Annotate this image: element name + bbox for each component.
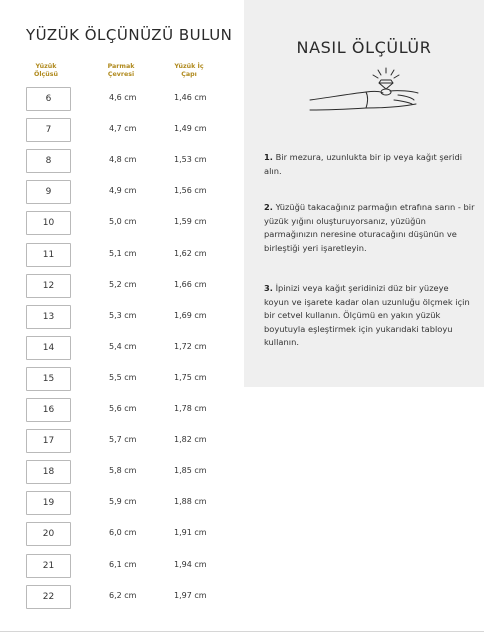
inner-diameter-cell: 1,66 cm (174, 279, 207, 289)
inner-diameter-cell: 1,56 cm (174, 186, 207, 196)
inner-diameter-cell: 1,88 cm (174, 497, 207, 507)
ring-size-cell: 17 (26, 429, 71, 453)
circumference-cell: 5,4 cm (109, 341, 137, 351)
table-row (0, 274, 244, 298)
circumference-cell: 6,1 cm (109, 559, 137, 569)
table-row (0, 87, 244, 111)
table-row (0, 180, 244, 204)
header-circumference-line1: Parmak (107, 63, 135, 70)
circumference-cell: 5,1 cm (109, 248, 137, 258)
table-row (0, 398, 244, 422)
circumference-cell: 4,7 cm (109, 124, 137, 134)
ring-size-cell: 19 (26, 491, 71, 515)
inner-diameter-cell: 1,91 cm (174, 528, 207, 538)
inner-diameter-cell: 1,62 cm (174, 248, 207, 258)
table-row (0, 429, 244, 453)
table-row (0, 305, 244, 329)
circumference-cell: 6,2 cm (109, 590, 137, 600)
ring-size-cell: 18 (26, 460, 71, 484)
circumference-cell: 4,6 cm (109, 93, 137, 102)
circumference-cell: 6,0 cm (109, 528, 137, 538)
circumference-cell: 4,9 cm (109, 186, 137, 196)
header-diameter-line2: Çapı (181, 71, 197, 78)
ring-size-cell: 21 (26, 554, 71, 578)
inner-diameter-cell: 1,97 cm (174, 590, 207, 600)
header-diameter-line1: Yüzük İç (174, 63, 204, 70)
header-ring-size-line2: Ölçüsü (34, 71, 58, 78)
circumference-cell: 5,6 cm (109, 404, 137, 413)
ring-size-cell: 7 (26, 118, 71, 142)
step-1 (264, 151, 476, 178)
table-row (0, 491, 244, 515)
table-row (0, 367, 244, 391)
how-to-measure-panel (244, 0, 484, 387)
ring-size-cell: 6 (26, 87, 71, 111)
ring-size-cell: 8 (26, 149, 71, 173)
table-row (0, 585, 244, 609)
table-row (0, 211, 244, 235)
inner-diameter-cell: 1,94 cm (174, 559, 207, 569)
table-row (0, 243, 244, 267)
circumference-cell: 5,8 cm (109, 466, 137, 476)
step-1-text: Bir mezura, uzunlukta bir ip veya kağıt şeridi alın. (264, 152, 463, 176)
hand-with-ring-icon (308, 64, 424, 118)
ring-size-cell: 11 (26, 243, 71, 267)
step-3 (264, 282, 476, 350)
step-3-number: 3. (264, 283, 273, 293)
inner-diameter-cell: 1,75 cm (174, 372, 207, 382)
header-ring-size (21, 63, 71, 79)
ring-size-cell: 20 (26, 522, 71, 546)
table-row (0, 460, 244, 484)
circumference-cell: 5,7 cm (109, 435, 137, 445)
circumference-cell: 4,8 cm (109, 155, 137, 165)
circumference-cell: 5,9 cm (109, 497, 137, 507)
table-row (0, 336, 244, 360)
step-2 (264, 201, 476, 255)
page-title: YÜZÜK ÖLÇÜNÜZÜ BULUN (26, 26, 233, 44)
circumference-cell: 5,5 cm (109, 372, 137, 382)
inner-diameter-cell: 1,72 cm (174, 341, 207, 351)
ring-size-cell: 16 (26, 398, 71, 422)
circumference-cell: 5,0 cm (109, 217, 137, 227)
inner-diameter-cell: 1,69 cm (174, 310, 207, 320)
ring-size-cell: 10 (26, 211, 71, 235)
ring-size-cell: 13 (26, 305, 71, 329)
table-row (0, 118, 244, 142)
inner-diameter-cell: 1,59 cm (174, 217, 207, 227)
ring-size-cell: 15 (26, 367, 71, 391)
page-divider (0, 631, 484, 632)
inner-diameter-cell: 1,49 cm (174, 124, 207, 134)
how-to-title: NASIL ÖLÇÜLÜR (296, 38, 432, 57)
step-2-number: 2. (264, 202, 273, 212)
inner-diameter-cell: 1,85 cm (174, 466, 207, 476)
inner-diameter-cell: 1,53 cm (174, 155, 207, 165)
ring-size-cell: 14 (26, 336, 71, 360)
header-finger-circumference (96, 63, 146, 79)
table-row (0, 522, 244, 546)
circumference-cell: 5,2 cm (109, 279, 137, 289)
step-2-text: Yüzüğü takacağınız parmağın etrafına sarın - bir yüzük yığını oluşturuyorsanız, yüzüğün parmağınızın neresine oturacağını düşünün ve birleştiği yeri işaretleyin. (264, 202, 475, 253)
table-row (0, 554, 244, 578)
header-inner-diameter (164, 63, 214, 79)
ring-size-cell: 22 (26, 585, 71, 609)
circumference-cell: 5,3 cm (109, 310, 137, 320)
ring-size-cell: 9 (26, 180, 71, 204)
ring-size-cell: 12 (26, 274, 71, 298)
inner-diameter-cell: 1,46 cm (174, 93, 207, 102)
inner-diameter-cell: 1,78 cm (174, 404, 207, 413)
header-circumference-line2: Çevresi (107, 71, 135, 78)
inner-diameter-cell: 1,82 cm (174, 435, 207, 445)
step-3-text: İpinizi veya kağıt şeridinizi düz bir yüzeye koyun ve işarete kadar olan uzunluğu ölçmek için bir cetvel kullanın. Ölçümü en yakın yüzük boyutuyla eşleştirmek için yukarıdaki tabloyu kullanın. (264, 283, 470, 347)
header-ring-size-line1: Yüzük (35, 63, 57, 70)
table-row (0, 149, 244, 173)
step-1-number: 1. (264, 152, 273, 162)
